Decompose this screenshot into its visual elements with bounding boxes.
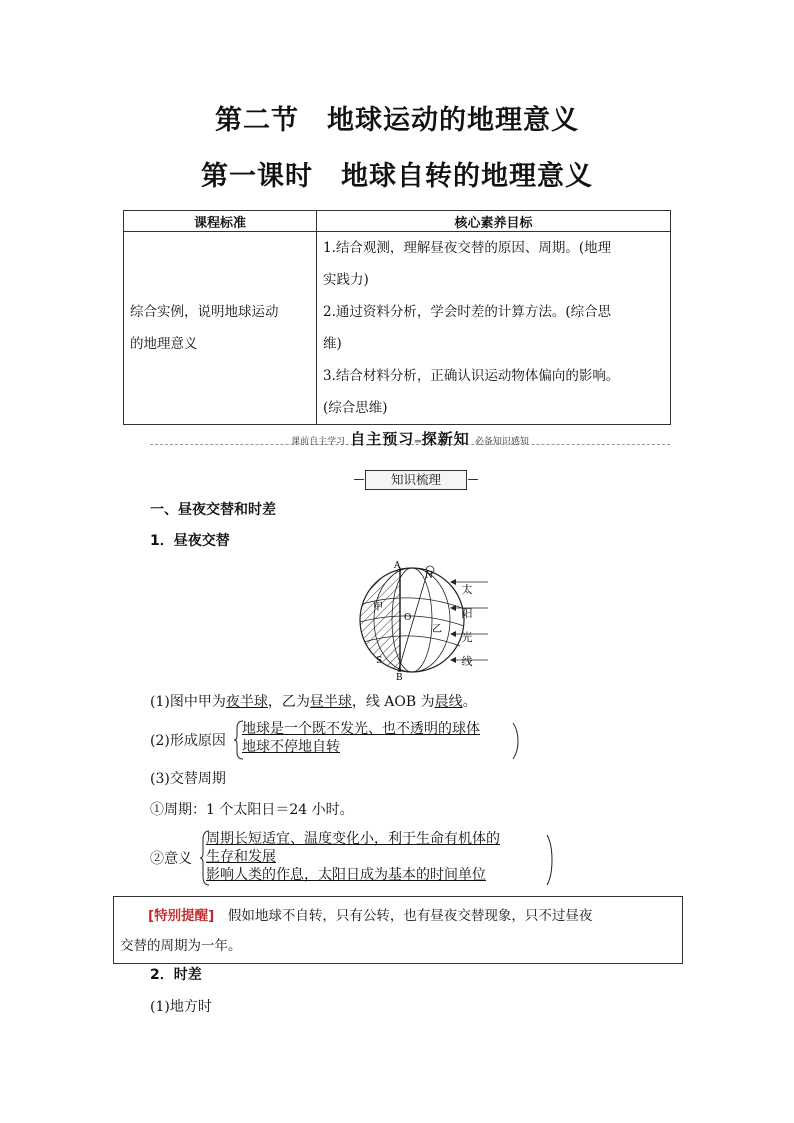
label-O: O — [404, 613, 412, 623]
banner-arrow-icon: ⇒ — [414, 437, 422, 447]
table-header-standard: 课程标准 — [124, 211, 317, 232]
banner-title: 自主预习 — [350, 430, 415, 448]
meaning-line-2: 生存和发展 — [206, 849, 276, 865]
goal-line-5: 3.结合材料分析，正确认识运动物体偏向的影响。 — [323, 368, 620, 384]
answer-day: 昼半球 — [309, 694, 352, 710]
banner-left-label: 课前自主学习 — [291, 437, 346, 447]
subheading-day-night: 1．昼夜交替 — [150, 533, 230, 549]
answer-organisms: 生命有机体 — [416, 831, 486, 847]
reminder-text-1: 假如地球不自转，只有公转，也有昼夜交替现象，只不过昼夜 — [214, 908, 593, 924]
meaning-list — [206, 830, 500, 884]
answer-schedule: 作息 — [276, 867, 304, 883]
page-title: 第二节 地球运动的地理意义 — [215, 105, 579, 136]
label-A: A — [394, 561, 401, 571]
meaning-label: ②意义 — [150, 851, 192, 867]
sun-char-2: 阳 — [461, 607, 473, 620]
lesson-title: 第一课时 地球自转的地理意义 — [201, 161, 593, 192]
meaning-line-3: 影响人类的作息，太阳日成为基本的时间单位 — [206, 867, 486, 883]
goal-line-3: 2.通过资料分析，学会时差的计算方法。(综合思 — [323, 304, 612, 320]
label-jia: 甲 — [373, 602, 383, 613]
knowledge-heading: 知识梳理 — [365, 470, 467, 490]
right-brace — [512, 722, 520, 760]
standard-cell — [124, 232, 317, 425]
label-N: N — [425, 571, 433, 581]
goal-line-1: 1.结合观测，理解昼夜交替的原因、周期。(地理 — [323, 240, 612, 256]
goal-line-4: 维) — [323, 336, 342, 352]
reminder-line-1 — [120, 901, 676, 931]
meaning-right-brace — [546, 834, 554, 886]
cause-label: (2)形成原因 — [150, 733, 226, 749]
cause-line-2: 地球不停地自转 — [242, 739, 340, 755]
sun-char-3: 光 — [461, 631, 473, 644]
label-S: S — [376, 656, 383, 666]
item-hemispheres: (1)图中甲为夜半球，乙为昼半球，线 AOB 为晨线。 — [150, 694, 477, 710]
period-heading: (3)交替周期 — [150, 771, 226, 787]
cause-list — [242, 720, 480, 756]
reminder-line-2: 交替的周期为一年。 — [120, 938, 242, 954]
standards-table — [123, 210, 671, 425]
local-time-heading: (1)地方时 — [150, 999, 212, 1015]
special-reminder-box — [113, 896, 683, 964]
section-banner — [150, 428, 670, 448]
label-B: B — [396, 673, 403, 682]
subheading-time-difference: 2．时差 — [150, 967, 202, 983]
answer-dawn: 晨线 — [434, 694, 463, 710]
meaning-line-1: 周期长短适宜、温度变化小，利于生命有机体的 — [206, 831, 500, 847]
section-heading: 一、昼夜交替和时差 — [150, 502, 276, 518]
period-line: ①周期：1 个太阳日＝24 小时。 — [150, 802, 354, 818]
reminder-tag: [特别提醒] — [148, 908, 215, 924]
goal-line-2: 实践力) — [323, 272, 369, 288]
cause-line-1: 地球是一个既不发光、也不透明的球体 — [242, 721, 480, 737]
standard-line-1: 综合实例，说明地球运动 — [130, 304, 279, 320]
banner-right-label: 必备知识感知 — [474, 437, 529, 447]
sun-char-4: 线 — [461, 655, 473, 668]
banner-title-2: 探新知 — [421, 430, 470, 448]
label-yi: 乙 — [432, 624, 442, 635]
goal-line-6: (综合思维) — [323, 400, 388, 416]
goals-cell — [317, 232, 671, 425]
table-header-goals: 核心素养目标 — [317, 211, 671, 232]
standard-line-2: 的地理意义 — [130, 336, 198, 352]
sun-char-1: 太 — [461, 583, 473, 596]
answer-night: 夜半球 — [225, 694, 268, 710]
sunlight-label — [460, 578, 474, 674]
